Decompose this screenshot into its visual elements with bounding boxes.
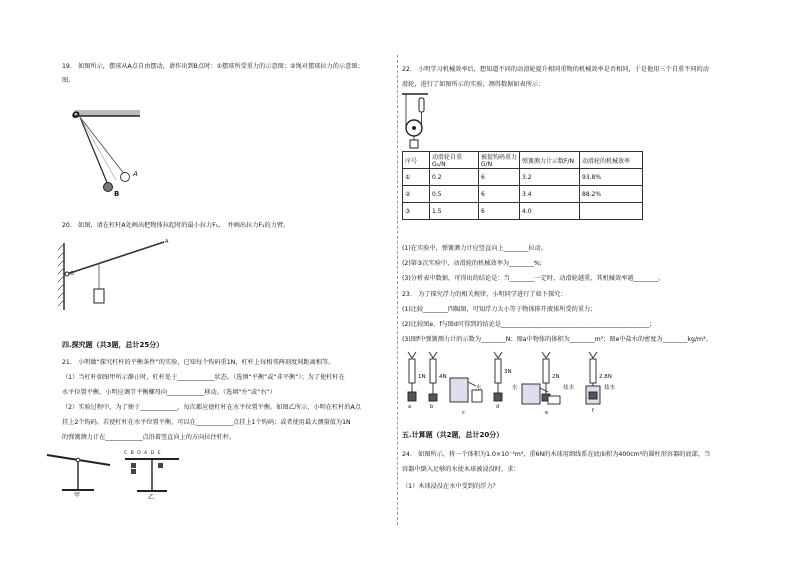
lever-bar	[67, 242, 164, 274]
q24-line2: 容器中倒入足够的水使木球被浸没时，求：	[402, 466, 520, 473]
column-divider	[397, 55, 398, 525]
label-b: B	[114, 190, 120, 198]
label-lever-o: O	[70, 271, 74, 277]
label-lever-a: A	[165, 239, 169, 245]
liquid-f: 盐水	[604, 385, 616, 391]
q21-line1: 21. 小明做“探究杠杆的平衡条件”的实验，已知每个钩码重1N，杠杆上每相邻两刻度间距离相等。	[62, 359, 335, 366]
ceiling-hatch	[74, 110, 140, 116]
reading-f: 2.8N	[599, 374, 612, 380]
table-header-row: 序号 动滑轮自重 G₀/N 被提钩码重力 G/N 弹簧测力计示数F/N 动滑轮的机械效率	[403, 152, 643, 169]
reading-d: 3N	[504, 369, 512, 375]
q23-answer3: (3)图f中弹簧测力计的示数为________N；图a中物体的体积为________m³；图e中盐水的密度为________kg/m³。	[402, 336, 712, 343]
q19-text-line1: 19. 如图所示，摆球从A点自由摆动，请作出到B点时：①摆球所受重力的示意图；②绳对摆球拉力的示意图；	[62, 63, 364, 70]
q21-line2: （1）当杠杆如图甲所示静止时，杠杆处于____________状态。（选填“平衡”或“非平衡”）；为了使杠杆在	[62, 374, 345, 381]
ball-position-a	[121, 173, 130, 182]
q19-text-line2: 图。	[62, 77, 75, 84]
weight-2	[131, 469, 136, 474]
weight-3	[158, 463, 163, 468]
section5-title: 五.计算题（共2题，总计20分）	[402, 431, 504, 439]
liquid-c: 水	[476, 385, 482, 391]
fig-letter-d: d	[496, 404, 500, 410]
fig-letter-b: b	[430, 404, 434, 410]
q23-answer1: (1)比较________四幅图，可知浮力大小等于物体排开液体所受的重力；	[402, 306, 597, 313]
fig-letter-a: a	[408, 404, 412, 410]
pulley-data-table	[402, 151, 643, 220]
hook-weight	[410, 140, 418, 148]
q22-answer3: (3)分析表中数据，可得出的结论是：当________一定时，动滑轮越重，其机械效率越________。	[402, 275, 665, 282]
label-a: A	[133, 170, 138, 178]
table-row: ③ 1.5 6 4.0	[403, 203, 643, 220]
section4-title: 四.探究题（共3题，总计25分）	[62, 341, 164, 349]
label-o: O	[72, 111, 80, 121]
lever-yi-labels: CBOADE	[124, 451, 165, 456]
reading-b: 4N	[439, 374, 447, 380]
reading-e: 2N	[552, 374, 560, 380]
spring-scale	[419, 98, 424, 112]
weight-1	[131, 463, 136, 468]
liquid-e: 盐水	[563, 385, 575, 391]
q22-answer2: (2)第③次实验中，动滑轮的机械效率为________%;	[402, 260, 542, 267]
q23-answer2: (2)比较图e、f与图d可得到的结论是________________________________________________;	[402, 321, 652, 328]
pivot-point	[65, 272, 69, 276]
string-path	[80, 117, 116, 180]
string-to-b	[80, 117, 108, 185]
q20-text: 20. 如图，请在杠杆A处画出把物体拉起时的最小拉力F₁， 并画出拉力F₁的力臂。	[62, 222, 290, 229]
ball-position-b	[104, 183, 113, 192]
fig-letter-e: e	[545, 410, 549, 416]
q22-line2: 滑轮，进行了如图所示的实验，测得数据如表所示：	[402, 81, 545, 88]
buoyancy-figures	[402, 350, 612, 420]
q24-answer1: （1）木球浸没在水中受到的浮力？	[402, 483, 499, 490]
q21-line4: （2）实验过程中，为了便于____________，每次都应使杠杆在水平位置平衡。如图乙所示，小明在杠杆的A点	[62, 404, 361, 411]
q24-line1: 24. 如图所示，将一个体积为1.0×10⁻³m³，重6N的木球用细线系在底面积为400cm²的圆柱形容器的底部，当	[402, 451, 711, 458]
hanging-weight	[94, 289, 104, 303]
q22-answer1: (1)在实验中，弹簧测力计应竖直向上________拉动。	[402, 245, 547, 252]
string-to-a	[80, 117, 125, 175]
pulley-figure	[400, 92, 430, 150]
wall-hatch	[58, 244, 64, 306]
fig-letter-c: c	[462, 410, 465, 416]
q21-line3: 水平位置平衡，小明应调节平衡螺母向____________移动。（选填“左”或“右”）	[62, 389, 276, 396]
lever-jia-figure	[44, 447, 114, 497]
q22-line1: 22. 小明学习机械效率后，想知道不同的动滑轮提升相同重物的机械效率是否相同，于是他用三个自重不同的动	[402, 66, 709, 73]
caption-yi: 乙	[148, 494, 155, 501]
q21-line6: 的弹簧测力计在____________点沿着竖直向上的方向拉住杠杆。	[62, 434, 236, 441]
table-row: ② 0.5 6 3.4 88.2%	[403, 186, 643, 203]
q21-line5: 挂上2个钩码，若使杠杆在水平位置平衡，可以在____________点挂上1个钩码；或者使用最大测量值为1N	[62, 419, 351, 426]
reading-a: 1N	[418, 374, 426, 380]
q23-line1: 23. 为了探究浮力的相关规律，小明同学进行了如下探究：	[402, 291, 567, 298]
table-row: ① 0.2 6 3.2 93.8%	[403, 169, 643, 186]
liquid-d: 水	[512, 385, 518, 391]
caption-jia: 甲	[74, 492, 81, 499]
fig-letter-f: f	[592, 408, 594, 414]
